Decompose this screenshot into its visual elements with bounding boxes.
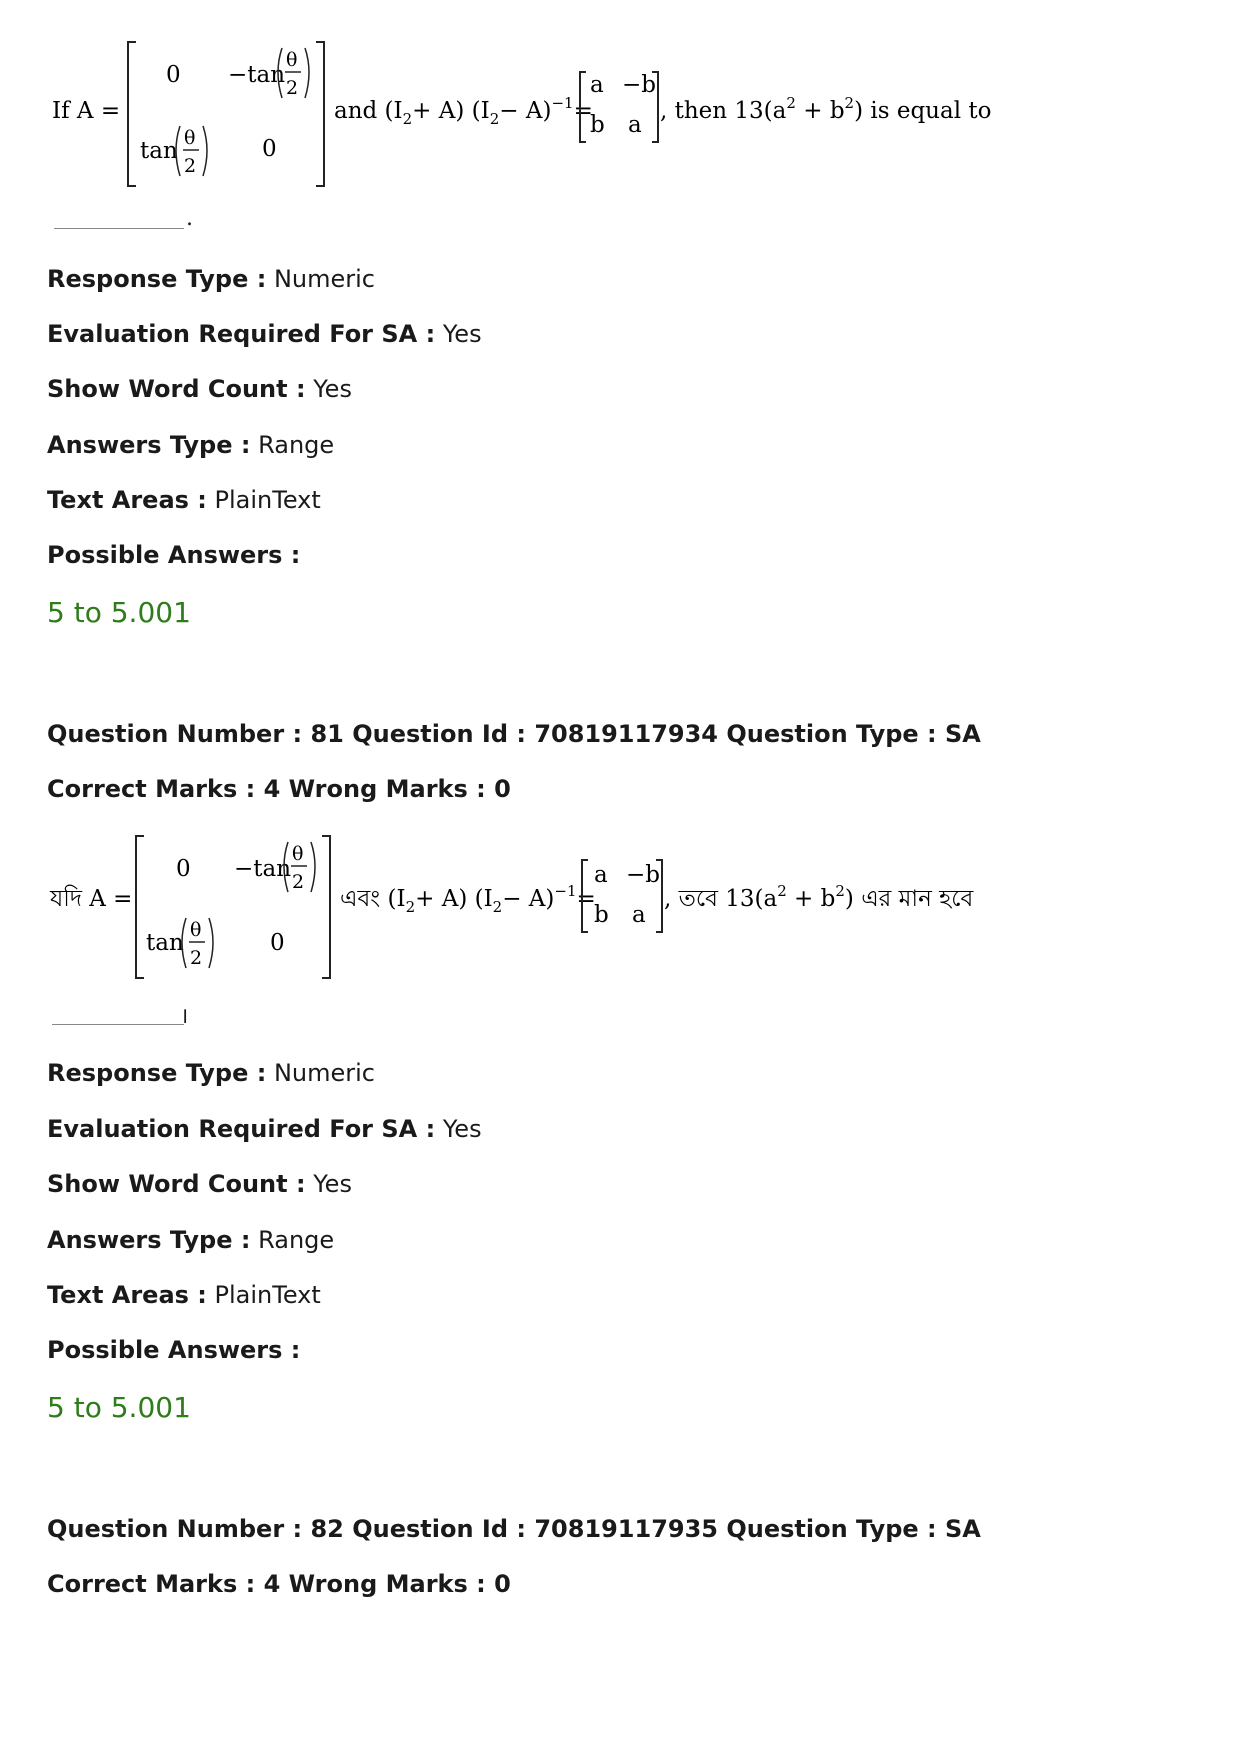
- q80-tail-text: , then $13(a^2 + b^2)$ is equal to: [660, 94, 992, 124]
- q81-r21: b: [594, 902, 609, 928]
- q80-m21: tan: [140, 138, 178, 164]
- q80-two-top: 2: [286, 77, 299, 99]
- q81-tail-text: , তবে $13(a^2 + b^2)$ এর মান হবে: [664, 882, 974, 912]
- q82-marks: Correct Marks : 4 Wrong Marks : 0: [47, 1570, 511, 1598]
- q81-left-bracket: [136, 836, 144, 978]
- q81-theta-bottom: θ: [190, 919, 202, 941]
- q80-r22: a: [628, 112, 642, 138]
- q81-m22: 0: [270, 930, 285, 956]
- q80-question-stem: [0, 0, 1240, 240]
- q80-theta-top: θ: [286, 49, 298, 71]
- q81-possible-answers-label: Possible Answers :: [47, 1336, 301, 1364]
- q81-r11: a: [594, 862, 608, 888]
- q80-if-label: If A =: [52, 98, 121, 124]
- q81-answer-blank: [52, 1024, 184, 1025]
- q81-two-top: 2: [292, 871, 305, 893]
- q80-theta-bottom: θ: [184, 127, 196, 149]
- q80-possible-answers-label: Possible Answers :: [47, 541, 301, 569]
- q80-end-mark: .: [186, 206, 193, 231]
- q80-left-bracket: [128, 42, 136, 186]
- q81-text-areas: Text Areas : PlainText: [47, 1281, 321, 1309]
- q80-r11: a: [590, 72, 604, 98]
- q80-and-text: and $(I_2+ A)$ $(I_2- A)^{-1}=$: [334, 94, 593, 128]
- q80-show-word-count: Show Word Count : Yes: [47, 375, 352, 403]
- q81-m12: −tan: [234, 856, 292, 882]
- q81-end-mark: ।: [180, 1004, 189, 1029]
- q80-possible-answer: 5 to 5.001: [47, 596, 191, 629]
- q82-header: Question Number : 82 Question Id : 70819117935 Question Type : SA: [47, 1515, 981, 1543]
- q81-right-bracket: [322, 836, 330, 978]
- q80-answer-blank: [54, 228, 184, 229]
- q81-two-bottom: 2: [190, 947, 203, 969]
- q80-two-bottom: 2: [184, 155, 197, 177]
- q81-question-stem: [0, 820, 1240, 1040]
- q81-r22: a: [632, 902, 646, 928]
- q80-r21: b: [590, 112, 605, 138]
- q80-m11: 0: [166, 62, 181, 88]
- q81-response-type: Response Type : Numeric: [47, 1059, 375, 1087]
- q81-answers-type: Answers Type : Range: [47, 1226, 335, 1254]
- q81-marks: Correct Marks : 4 Wrong Marks : 0: [47, 775, 511, 803]
- q80-matrix-equation: [0, 0, 1240, 240]
- q81-m11: 0: [176, 856, 191, 882]
- q80-right-bracket: [316, 42, 324, 186]
- q80-text-areas: Text Areas : PlainText: [47, 486, 321, 514]
- q80-answers-type: Answers Type : Range: [47, 431, 335, 459]
- q81-and-text: এবং $(I_2+ A)$ $(I_2- A)^{-1}=$: [340, 882, 596, 916]
- q81-evaluation-required: Evaluation Required For SA : Yes: [47, 1115, 482, 1143]
- q80-m22: 0: [262, 136, 277, 162]
- q81-header: Question Number : 81 Question Id : 70819117934 Question Type : SA: [47, 720, 981, 748]
- q80-response-type: Response Type : Numeric: [47, 265, 375, 293]
- q81-r12: −b: [626, 862, 660, 888]
- q81-m21: tan: [146, 930, 184, 956]
- q80-r12: −b: [622, 72, 656, 98]
- q80-m12: −tan: [228, 62, 286, 88]
- q81-theta-top: θ: [292, 843, 304, 865]
- q81-if-label: যদি A =: [50, 886, 133, 912]
- q80-evaluation-required: Evaluation Required For SA : Yes: [47, 320, 482, 348]
- q81-possible-answer: 5 to 5.001: [47, 1391, 191, 1424]
- q81-show-word-count: Show Word Count : Yes: [47, 1170, 352, 1198]
